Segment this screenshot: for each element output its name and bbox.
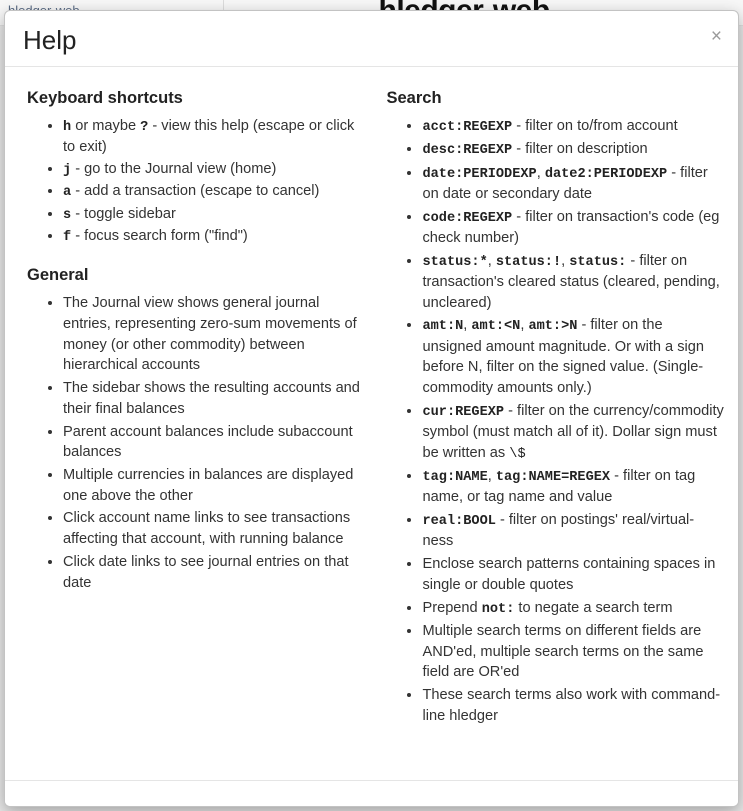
list-item: • s - toggle sidebar bbox=[63, 204, 366, 225]
list-item: • Parent account balances include subaccount balances bbox=[63, 422, 366, 463]
list-item: • The sidebar shows the resulting accounts and their final balances bbox=[63, 378, 366, 419]
list-item: • Click account name links to see transactions affecting that account, with running balance bbox=[63, 508, 366, 549]
list-item: • cur:REGEXP - filter on the currency/commodity symbol (must match all of it). Dollar sign must be written as \$ bbox=[422, 401, 724, 464]
list-item: • Multiple search terms on different fields are AND'ed, multiple search terms on the same field are OR'ed bbox=[422, 621, 724, 683]
list-item: • real:BOOL - filter on postings' real/virtual-ness bbox=[422, 510, 724, 552]
list-item: • The Journal view shows general journal entries, representing zero-sum movements of money (or other commodity) between hierarchical accounts bbox=[63, 293, 366, 376]
search-heading: Search bbox=[386, 89, 442, 107]
list-item: • j - go to the Journal view (home) bbox=[63, 159, 366, 180]
list-item: • Enclose search patterns containing spaces in single or double quotes bbox=[422, 554, 724, 595]
general-heading: General bbox=[27, 266, 89, 285]
help-modal-footer bbox=[5, 780, 738, 806]
help-modal-header bbox=[5, 11, 738, 67]
keyboard-shortcuts-list bbox=[27, 116, 366, 247]
list-item: • Multiple currencies in balances are displayed one above the other bbox=[63, 465, 366, 506]
help-modal bbox=[4, 10, 739, 807]
list-item: • acct:REGEXP - filter on to/from account bbox=[422, 116, 724, 137]
help-column-right bbox=[376, 89, 724, 728]
list-item: • code:REGEXP - filter on transaction's code (eg check number) bbox=[422, 207, 724, 249]
list-item: • a - add a transaction (escape to cancel) bbox=[63, 181, 366, 202]
keyboard-shortcuts-heading: Keyboard shortcuts bbox=[27, 89, 183, 107]
list-item: • tag:NAME, tag:NAME=REGEX - filter on tag name, or tag name and value bbox=[422, 466, 724, 508]
help-modal-title: Help bbox=[23, 25, 77, 55]
close-icon[interactable]: × bbox=[710, 26, 722, 47]
list-item: • date:PERIODEXP, date2:PERIODEXP - filter on date or secondary date bbox=[422, 163, 724, 205]
list-item: • h or maybe ? - view this help (escape or click to exit) bbox=[63, 116, 366, 158]
help-modal-body bbox=[5, 67, 738, 738]
help-column-left bbox=[19, 89, 366, 728]
list-item: • amt:N, amt:<N, amt:>N - filter on the unsigned amount magnitude. Or with a sign before N, filter on the signed value. (Single-commodity amounts only.) bbox=[422, 315, 724, 398]
list-item: • desc:REGEXP - filter on description bbox=[422, 139, 724, 160]
list-item: • status:*, status:!, status: - filter on transaction's cleared status (cleared, pending, uncleared) bbox=[422, 251, 724, 314]
list-item: • Prepend not: to negate a search term bbox=[422, 598, 724, 619]
general-list bbox=[27, 293, 366, 593]
list-item: • These search terms also work with command-line hledger bbox=[422, 685, 724, 726]
list-item: • f - focus search form ("find") bbox=[63, 226, 366, 247]
list-item: • Click date links to see journal entries on that date bbox=[63, 552, 366, 593]
search-list bbox=[386, 116, 724, 726]
